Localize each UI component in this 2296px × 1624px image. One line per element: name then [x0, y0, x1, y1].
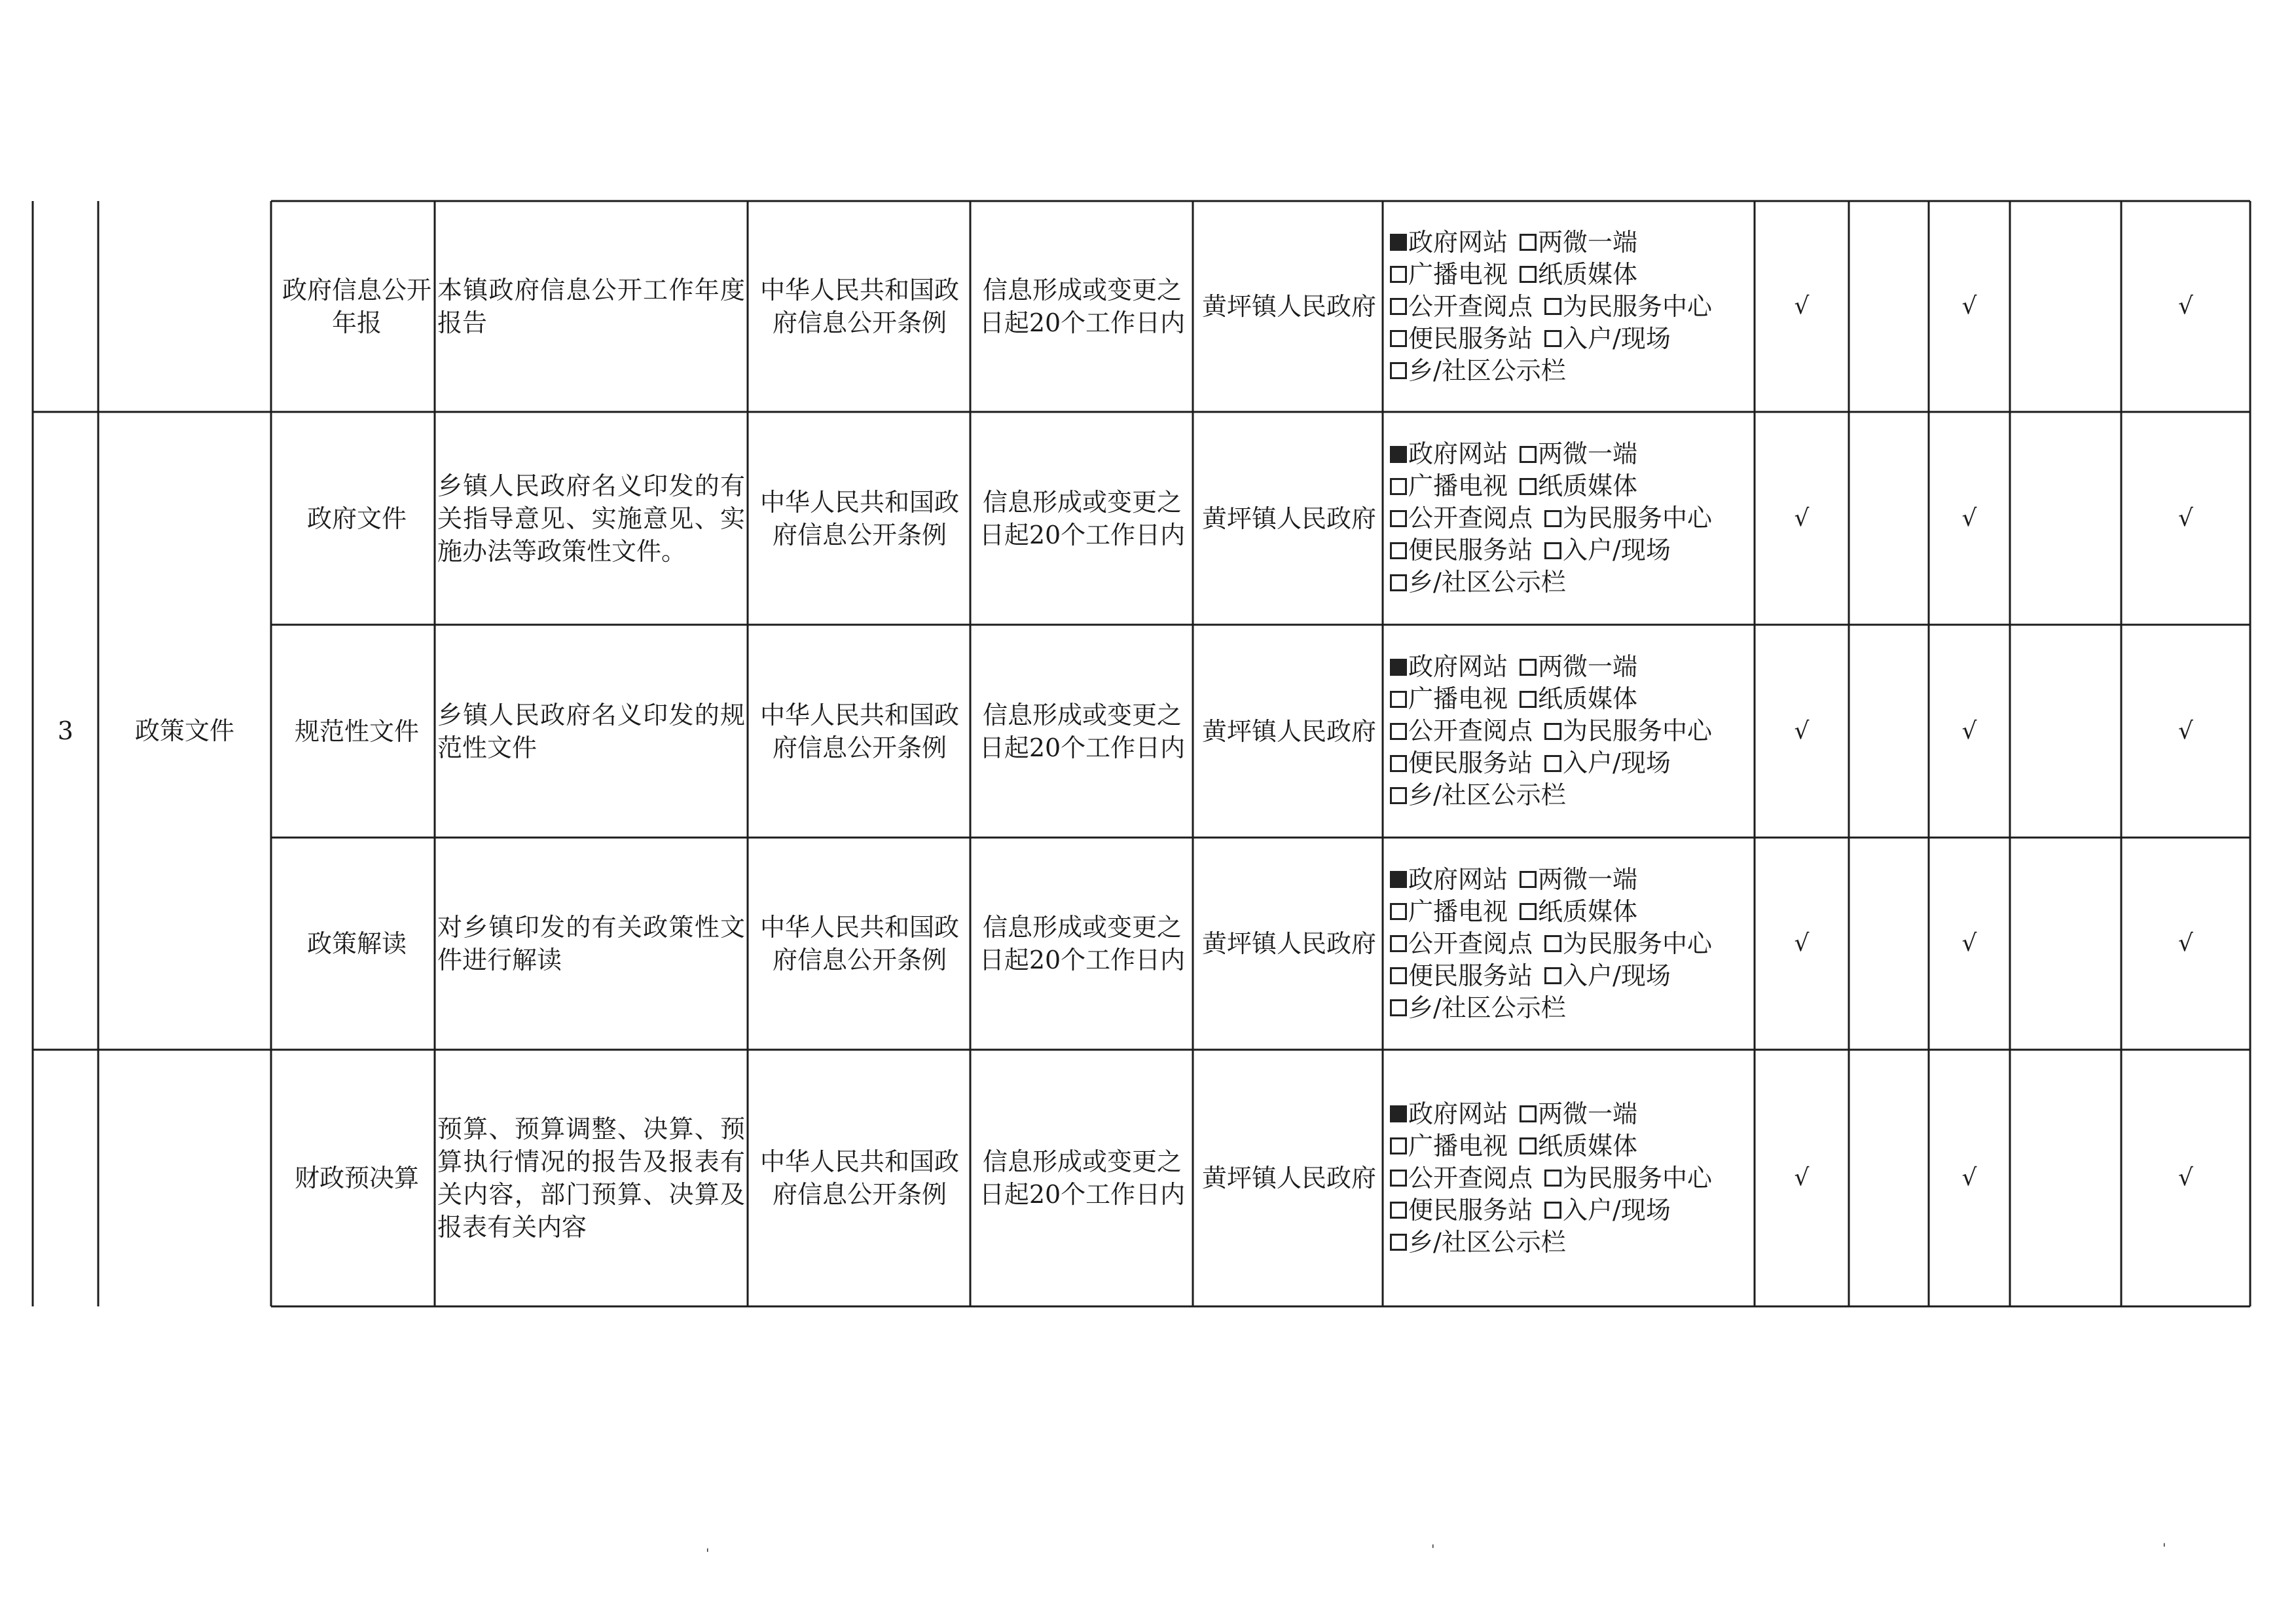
unchecked-box-icon[interactable] — [1520, 446, 1537, 463]
unchecked-box-icon[interactable] — [1544, 510, 1561, 527]
checked-box-icon[interactable] — [1390, 659, 1407, 676]
channel-option[interactable] — [1390, 683, 1508, 715]
row-category: 政府信息公开年报 — [282, 276, 431, 337]
unchecked-box-icon[interactable] — [1544, 935, 1561, 952]
channel-line — [1390, 715, 1757, 747]
row-channels — [1390, 838, 1757, 1050]
channel-label: 乡/社区公示栏 — [1408, 781, 1566, 809]
check-mark: √ — [2178, 504, 2193, 532]
checked-box-icon[interactable] — [1390, 1105, 1407, 1122]
check-mark: √ — [1961, 1164, 1977, 1191]
channel-line — [1390, 896, 1757, 928]
unchecked-box-icon[interactable] — [1390, 1202, 1407, 1219]
channel-label: 乡/社区公示栏 — [1408, 356, 1566, 385]
channel-label: 政府网站 — [1408, 864, 1508, 894]
channel-line — [1390, 534, 1757, 566]
check-mark: √ — [1961, 293, 1977, 320]
channel-option[interactable] — [1390, 323, 1533, 355]
channel-line — [1390, 1194, 1757, 1227]
unchecked-box-icon[interactable] — [1520, 903, 1537, 920]
channel-line — [1390, 992, 1757, 1024]
row-basis: 中华人民共和国政府信息公开条例 — [759, 276, 959, 337]
channel-option[interactable] — [1390, 291, 1533, 323]
unchecked-box-icon[interactable] — [1544, 1202, 1561, 1219]
channel-line — [1390, 747, 1757, 779]
row-content: 预算、预算调整、决算、预算执行情况的报告及报表有关内容，部门预算、决算及报表有关内容 — [437, 1115, 745, 1242]
channel-label: 便民服务站 — [1408, 1195, 1533, 1225]
channel-label: 纸质媒体 — [1538, 471, 1638, 500]
channel-option[interactable] — [1520, 683, 1637, 715]
channel-line — [1390, 323, 1757, 355]
channel-option[interactable] — [1520, 1098, 1637, 1130]
channel-option[interactable] — [1520, 651, 1637, 683]
channel-label: 广播电视 — [1408, 259, 1508, 289]
channel-option[interactable] — [1390, 960, 1533, 992]
channel-label: 入户/现场 — [1563, 1195, 1671, 1225]
channel-label: 公开查阅点 — [1408, 716, 1533, 745]
unchecked-box-icon[interactable] — [1390, 903, 1407, 920]
unchecked-box-icon[interactable] — [1544, 967, 1561, 984]
channel-label: 广播电视 — [1408, 896, 1508, 926]
channel-label: 便民服务站 — [1408, 748, 1533, 777]
channel-label: 便民服务站 — [1408, 961, 1533, 990]
channel-option[interactable] — [1390, 747, 1533, 779]
channel-line — [1390, 864, 1757, 896]
unchecked-box-icon[interactable] — [1390, 478, 1407, 495]
channel-option[interactable] — [1390, 1098, 1508, 1130]
unchecked-box-icon[interactable] — [1520, 266, 1537, 283]
channel-label: 乡/社区公示栏 — [1408, 1227, 1566, 1257]
channel-option[interactable] — [1520, 896, 1637, 928]
channel-option[interactable] — [1390, 896, 1508, 928]
channel-option[interactable] — [1520, 259, 1637, 291]
channel-label: 入户/现场 — [1563, 961, 1671, 990]
channel-option[interactable] — [1390, 470, 1508, 502]
row-subject: 黄坪镇人民政府 — [1201, 1164, 1376, 1192]
channel-line — [1390, 438, 1757, 470]
channel-label: 为民服务中心 — [1563, 504, 1713, 532]
channel-option[interactable] — [1390, 1130, 1508, 1162]
row-category: 规范性文件 — [294, 716, 419, 746]
row-subject: 黄坪镇人民政府 — [1201, 929, 1376, 958]
channel-label: 两微一端 — [1538, 227, 1638, 257]
channel-label: 乡/社区公示栏 — [1408, 993, 1566, 1022]
unchecked-box-icon[interactable] — [1544, 723, 1561, 740]
row-subject: 黄坪镇人民政府 — [1201, 292, 1376, 321]
unchecked-box-icon[interactable] — [1520, 478, 1537, 495]
unchecked-box-icon[interactable] — [1390, 755, 1407, 772]
channel-label: 纸质媒体 — [1538, 684, 1638, 713]
group-label: 政策文件 — [134, 716, 234, 745]
channel-label: 便民服务站 — [1408, 536, 1533, 564]
checked-box-icon[interactable] — [1390, 446, 1407, 463]
row-channels — [1390, 625, 1757, 838]
row-basis: 中华人民共和国政府信息公开条例 — [759, 913, 959, 974]
checked-box-icon[interactable] — [1390, 234, 1407, 251]
channel-label: 政府网站 — [1408, 1099, 1508, 1128]
channel-line — [1390, 259, 1757, 291]
channel-option[interactable] — [1520, 438, 1637, 470]
check-mark: √ — [2178, 1164, 2193, 1191]
unchecked-box-icon[interactable] — [1390, 999, 1407, 1016]
channel-option[interactable] — [1520, 470, 1637, 502]
row-deadline: 信息形成或变更之日起20个工作日内 — [979, 700, 1186, 762]
group-number: 3 — [57, 716, 74, 745]
row-deadline: 信息形成或变更之日起20个工作日内 — [979, 487, 1186, 549]
channel-option[interactable] — [1390, 1194, 1533, 1227]
row-category: 政策解读 — [306, 929, 407, 958]
unchecked-box-icon[interactable] — [1390, 266, 1407, 283]
check-mark: √ — [1794, 293, 1810, 320]
checked-box-icon[interactable] — [1390, 871, 1407, 888]
channel-label: 两微一端 — [1538, 652, 1638, 681]
channel-label: 政府网站 — [1408, 227, 1508, 257]
channel-label: 两微一端 — [1538, 1099, 1638, 1128]
unchecked-box-icon[interactable] — [1390, 1137, 1407, 1154]
unchecked-box-icon[interactable] — [1520, 1105, 1537, 1122]
channel-label: 公开查阅点 — [1408, 291, 1533, 321]
check-mark: √ — [1794, 717, 1810, 745]
channel-option[interactable] — [1544, 323, 1671, 355]
row-subject: 黄坪镇人民政府 — [1201, 504, 1376, 533]
channel-line — [1390, 355, 1757, 387]
channel-line — [1390, 1098, 1757, 1130]
check-mark: √ — [2178, 717, 2193, 745]
channel-label: 为民服务中心 — [1563, 291, 1713, 321]
channel-option[interactable] — [1390, 715, 1533, 747]
row-channels — [1390, 412, 1757, 625]
unchecked-box-icon[interactable] — [1390, 691, 1407, 708]
channel-line — [1390, 470, 1757, 502]
channel-option[interactable] — [1390, 651, 1508, 683]
unchecked-box-icon[interactable] — [1544, 1170, 1561, 1187]
row-basis: 中华人民共和国政府信息公开条例 — [759, 700, 959, 762]
channel-option[interactable] — [1544, 534, 1671, 566]
check-mark: √ — [1794, 1164, 1810, 1191]
channel-option[interactable] — [1390, 1227, 1566, 1259]
row-category: 财政预决算 — [294, 1164, 419, 1192]
channel-option[interactable] — [1520, 1130, 1637, 1162]
channel-label: 广播电视 — [1408, 1131, 1508, 1160]
channel-label: 入户/现场 — [1563, 323, 1671, 353]
channel-option[interactable] — [1544, 1162, 1712, 1194]
channel-label: 纸质媒体 — [1538, 896, 1638, 926]
unchecked-box-icon[interactable] — [1544, 330, 1561, 347]
channel-option[interactable] — [1390, 864, 1508, 896]
channel-option[interactable] — [1390, 502, 1533, 534]
channel-option[interactable] — [1544, 1194, 1671, 1227]
check-mark: √ — [2178, 930, 2193, 957]
check-mark: √ — [1961, 717, 1977, 745]
row-deadline: 信息形成或变更之日起20个工作日内 — [979, 913, 1186, 974]
row-basis: 中华人民共和国政府信息公开条例 — [759, 487, 959, 549]
unchecked-box-icon[interactable] — [1390, 1234, 1407, 1251]
channel-label: 政府网站 — [1408, 652, 1508, 681]
channel-option[interactable] — [1390, 992, 1566, 1024]
unchecked-box-icon[interactable] — [1390, 510, 1407, 527]
channel-label: 纸质媒体 — [1538, 1131, 1638, 1160]
row-content: 本镇政府信息公开工作年度报告 — [437, 276, 745, 337]
channel-option[interactable] — [1544, 502, 1712, 534]
channel-option[interactable] — [1390, 566, 1566, 599]
check-mark: √ — [1794, 504, 1810, 532]
row-deadline: 信息形成或变更之日起20个工作日内 — [979, 276, 1186, 337]
channel-label: 乡/社区公示栏 — [1408, 568, 1566, 597]
unchecked-box-icon[interactable] — [1520, 234, 1537, 251]
channel-option[interactable] — [1544, 715, 1712, 747]
unchecked-box-icon[interactable] — [1390, 967, 1407, 984]
channel-option[interactable] — [1390, 534, 1533, 566]
unchecked-box-icon[interactable] — [1390, 935, 1407, 952]
channel-label: 广播电视 — [1408, 684, 1508, 713]
channel-line — [1390, 1130, 1757, 1162]
channel-label: 为民服务中心 — [1563, 929, 1713, 958]
channel-option[interactable] — [1544, 928, 1712, 960]
channel-line — [1390, 502, 1757, 534]
channel-line — [1390, 960, 1757, 992]
unchecked-box-icon[interactable] — [1520, 871, 1537, 888]
unchecked-box-icon[interactable] — [1390, 542, 1407, 559]
unchecked-box-icon[interactable] — [1390, 723, 1407, 740]
channel-line — [1390, 779, 1757, 811]
row-basis: 中华人民共和国政府信息公开条例 — [759, 1147, 959, 1209]
channel-line — [1390, 1162, 1757, 1194]
row-content: 对乡镇印发的有关政策性文件进行解读 — [437, 913, 745, 974]
channel-label: 为民服务中心 — [1563, 716, 1713, 745]
channel-option[interactable] — [1544, 960, 1671, 992]
unchecked-box-icon[interactable] — [1390, 298, 1407, 315]
unchecked-box-icon[interactable] — [1390, 1170, 1407, 1187]
channel-label: 广播电视 — [1408, 471, 1508, 500]
unchecked-box-icon[interactable] — [1544, 542, 1561, 559]
channel-option[interactable] — [1390, 355, 1566, 387]
channel-option[interactable] — [1520, 864, 1637, 896]
row-channels — [1390, 1050, 1757, 1306]
check-mark: √ — [2178, 293, 2193, 320]
channel-label: 公开查阅点 — [1408, 929, 1533, 958]
channel-label: 入户/现场 — [1563, 748, 1671, 777]
channel-label: 公开查阅点 — [1408, 504, 1533, 532]
channel-line — [1390, 291, 1757, 323]
channel-line — [1390, 651, 1757, 683]
channel-label: 两微一端 — [1538, 864, 1638, 894]
check-mark: √ — [1961, 504, 1977, 532]
unchecked-box-icon[interactable] — [1390, 574, 1407, 591]
channel-option[interactable] — [1390, 779, 1566, 811]
channel-option[interactable] — [1390, 227, 1508, 259]
row-subject: 黄坪镇人民政府 — [1201, 716, 1376, 746]
channel-option[interactable] — [1390, 438, 1508, 470]
unchecked-box-icon[interactable] — [1520, 691, 1537, 708]
channel-line — [1390, 1227, 1757, 1259]
channel-line — [1390, 928, 1757, 960]
channel-label: 公开查阅点 — [1408, 1163, 1533, 1192]
channel-option[interactable] — [1544, 291, 1712, 323]
channel-option[interactable] — [1544, 747, 1671, 779]
channel-label: 便民服务站 — [1408, 323, 1533, 353]
channel-option[interactable] — [1520, 227, 1637, 259]
channel-label: 入户/现场 — [1563, 536, 1671, 564]
channel-line — [1390, 683, 1757, 715]
channel-label: 政府网站 — [1408, 439, 1508, 468]
unchecked-box-icon[interactable] — [1520, 1137, 1537, 1154]
row-channels — [1390, 201, 1757, 412]
check-mark: √ — [1961, 930, 1977, 957]
channel-option[interactable] — [1390, 259, 1508, 291]
row-category: 政府文件 — [306, 504, 407, 533]
check-mark: √ — [1794, 930, 1810, 957]
channel-line — [1390, 227, 1757, 259]
unchecked-box-icon[interactable] — [1544, 298, 1561, 315]
unchecked-box-icon[interactable] — [1390, 787, 1407, 804]
unchecked-box-icon[interactable] — [1544, 755, 1561, 772]
unchecked-box-icon[interactable] — [1390, 330, 1407, 347]
unchecked-box-icon[interactable] — [1520, 659, 1537, 676]
row-content: 乡镇人民政府名义印发的有关指导意见、实施意见、实施办法等政策性文件。 — [437, 471, 745, 566]
row-deadline: 信息形成或变更之日起20个工作日内 — [979, 1147, 1186, 1209]
channel-label: 为民服务中心 — [1563, 1163, 1713, 1192]
unchecked-box-icon[interactable] — [1390, 362, 1407, 379]
channel-option[interactable] — [1390, 1162, 1533, 1194]
channel-line — [1390, 566, 1757, 599]
channel-label: 两微一端 — [1538, 439, 1638, 468]
row-content: 乡镇人民政府名义印发的规范性文件 — [437, 700, 745, 762]
channel-option[interactable] — [1390, 928, 1533, 960]
channel-label: 纸质媒体 — [1538, 259, 1638, 289]
